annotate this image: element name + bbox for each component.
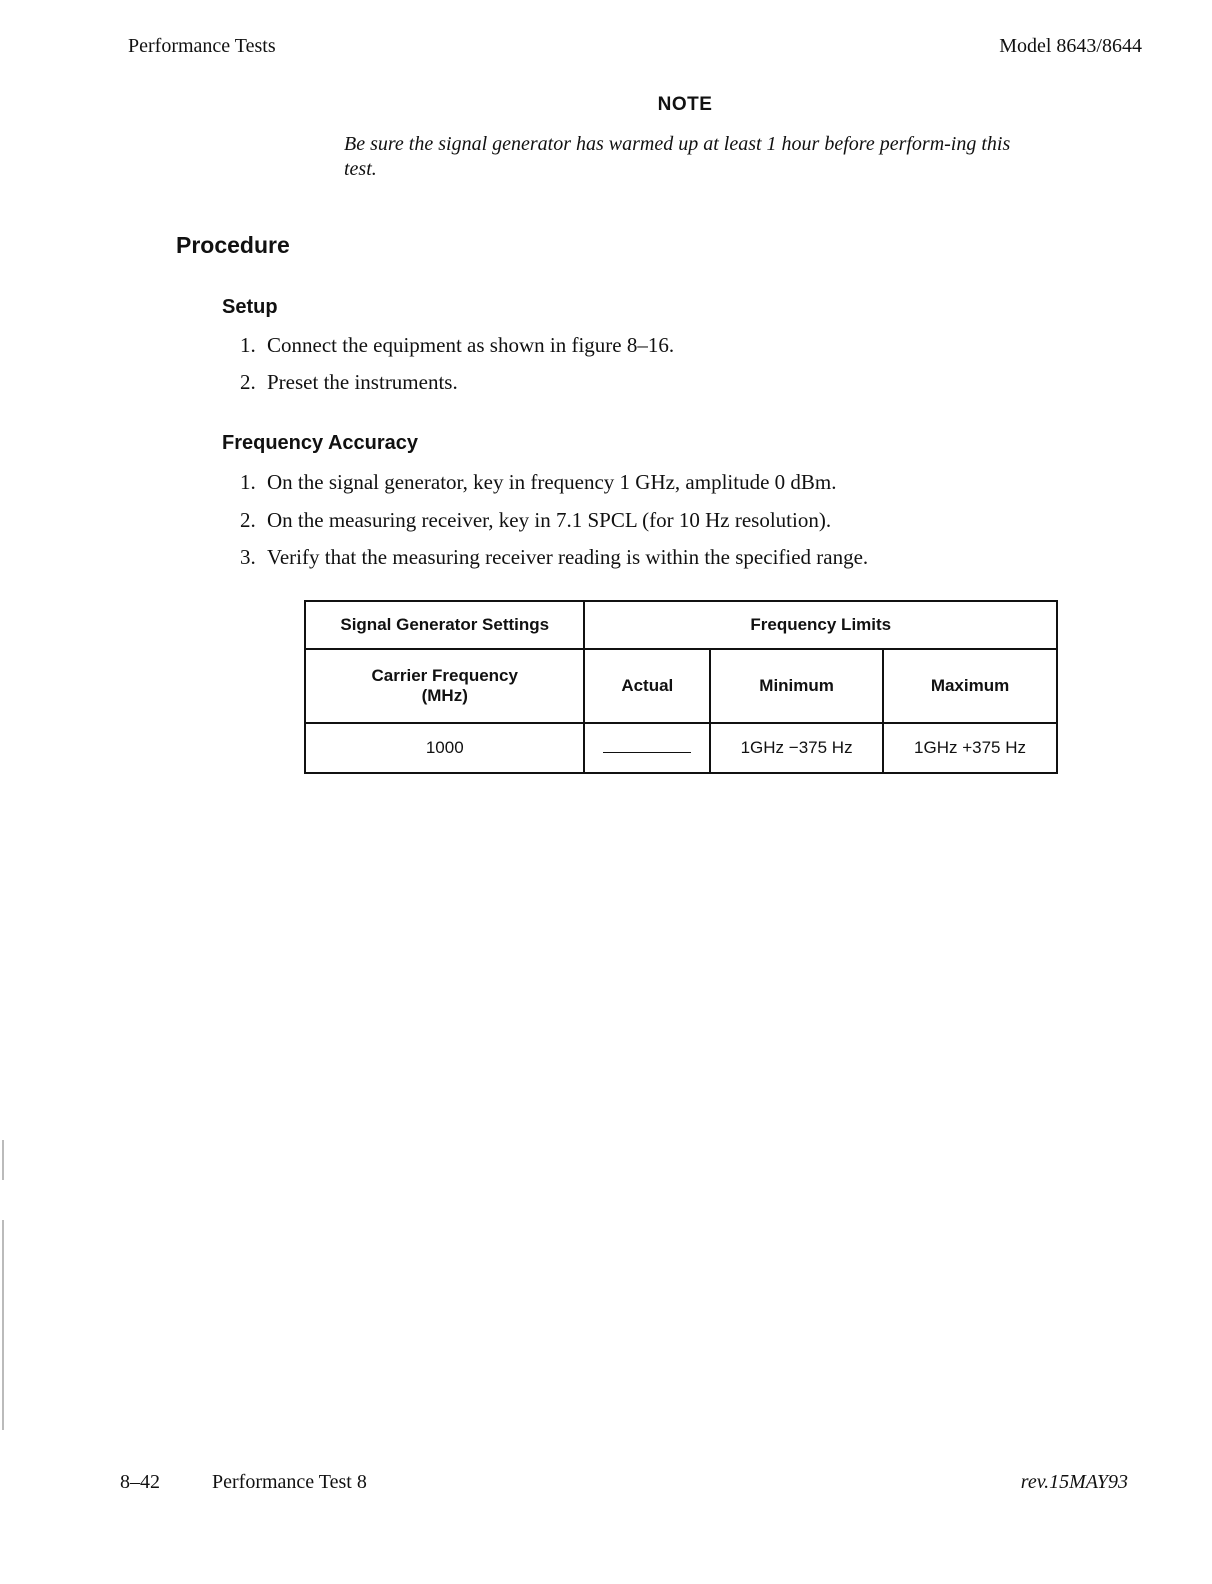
table-row — [305, 723, 1057, 773]
minimum-header: Minimum — [710, 649, 883, 723]
maximum-value: 1GHz +375 Hz — [883, 723, 1057, 773]
freq-step-3 — [240, 545, 868, 570]
step-number: 2. — [240, 370, 256, 394]
table-group-header-row — [305, 601, 1057, 649]
minimum-value: 1GHz −375 Hz — [710, 723, 883, 773]
step-number: 2. — [240, 508, 256, 532]
carrier-frequency-header: Carrier Frequency (MHz) — [305, 649, 584, 723]
step-text: On the measuring receiver, key in 7.1 SPCL (for 10 Hz resolution). — [267, 508, 832, 532]
footer-revision: rev.15MAY93 — [1020, 1471, 1128, 1493]
step-number: 1. — [240, 470, 256, 494]
step-text: Preset the instruments. — [267, 370, 458, 394]
maximum-header: Maximum — [883, 649, 1057, 723]
note-title: NOTE — [657, 94, 713, 115]
setup-heading: Setup — [222, 296, 278, 318]
footer-section: Performance Test 8 — [212, 1471, 367, 1493]
header-model: Model 8643/8644 — [999, 35, 1142, 57]
frequency-limits-table — [304, 600, 1058, 774]
step-number: 3. — [240, 545, 256, 569]
setup-step-2 — [240, 370, 458, 395]
frequency-accuracy-heading: Frequency Accuracy — [222, 432, 419, 454]
step-text: Verify that the measuring receiver reading is within the specified range. — [267, 545, 869, 569]
note-body: Be sure the signal generator has warmed up at least 1 hour before perform-ing this test. — [344, 133, 1011, 180]
freq-step-1 — [240, 470, 837, 495]
carrier-frequency-value: 1000 — [305, 723, 584, 773]
signal-generator-settings-header: Signal Generator Settings — [305, 601, 584, 649]
actual-value-blank — [584, 723, 710, 773]
procedure-heading: Procedure — [176, 232, 290, 258]
scan-artifact — [2, 1220, 4, 1430]
step-number: 1. — [240, 333, 256, 357]
step-text: Connect the equipment as shown in figure 8–16. — [267, 333, 675, 357]
actual-header: Actual — [584, 649, 710, 723]
step-text: On the signal generator, key in frequency 1 GHz, amplitude 0 dBm. — [267, 470, 837, 494]
table-column-header-row — [305, 649, 1057, 723]
footer-page-number: 8–42 — [120, 1471, 160, 1493]
scan-artifact — [2, 1140, 4, 1180]
freq-step-2 — [240, 508, 831, 533]
setup-step-1 — [240, 333, 674, 358]
header-section-title: Performance Tests — [128, 35, 276, 57]
write-in-line — [603, 740, 691, 753]
frequency-limits-header: Frequency Limits — [584, 601, 1057, 649]
